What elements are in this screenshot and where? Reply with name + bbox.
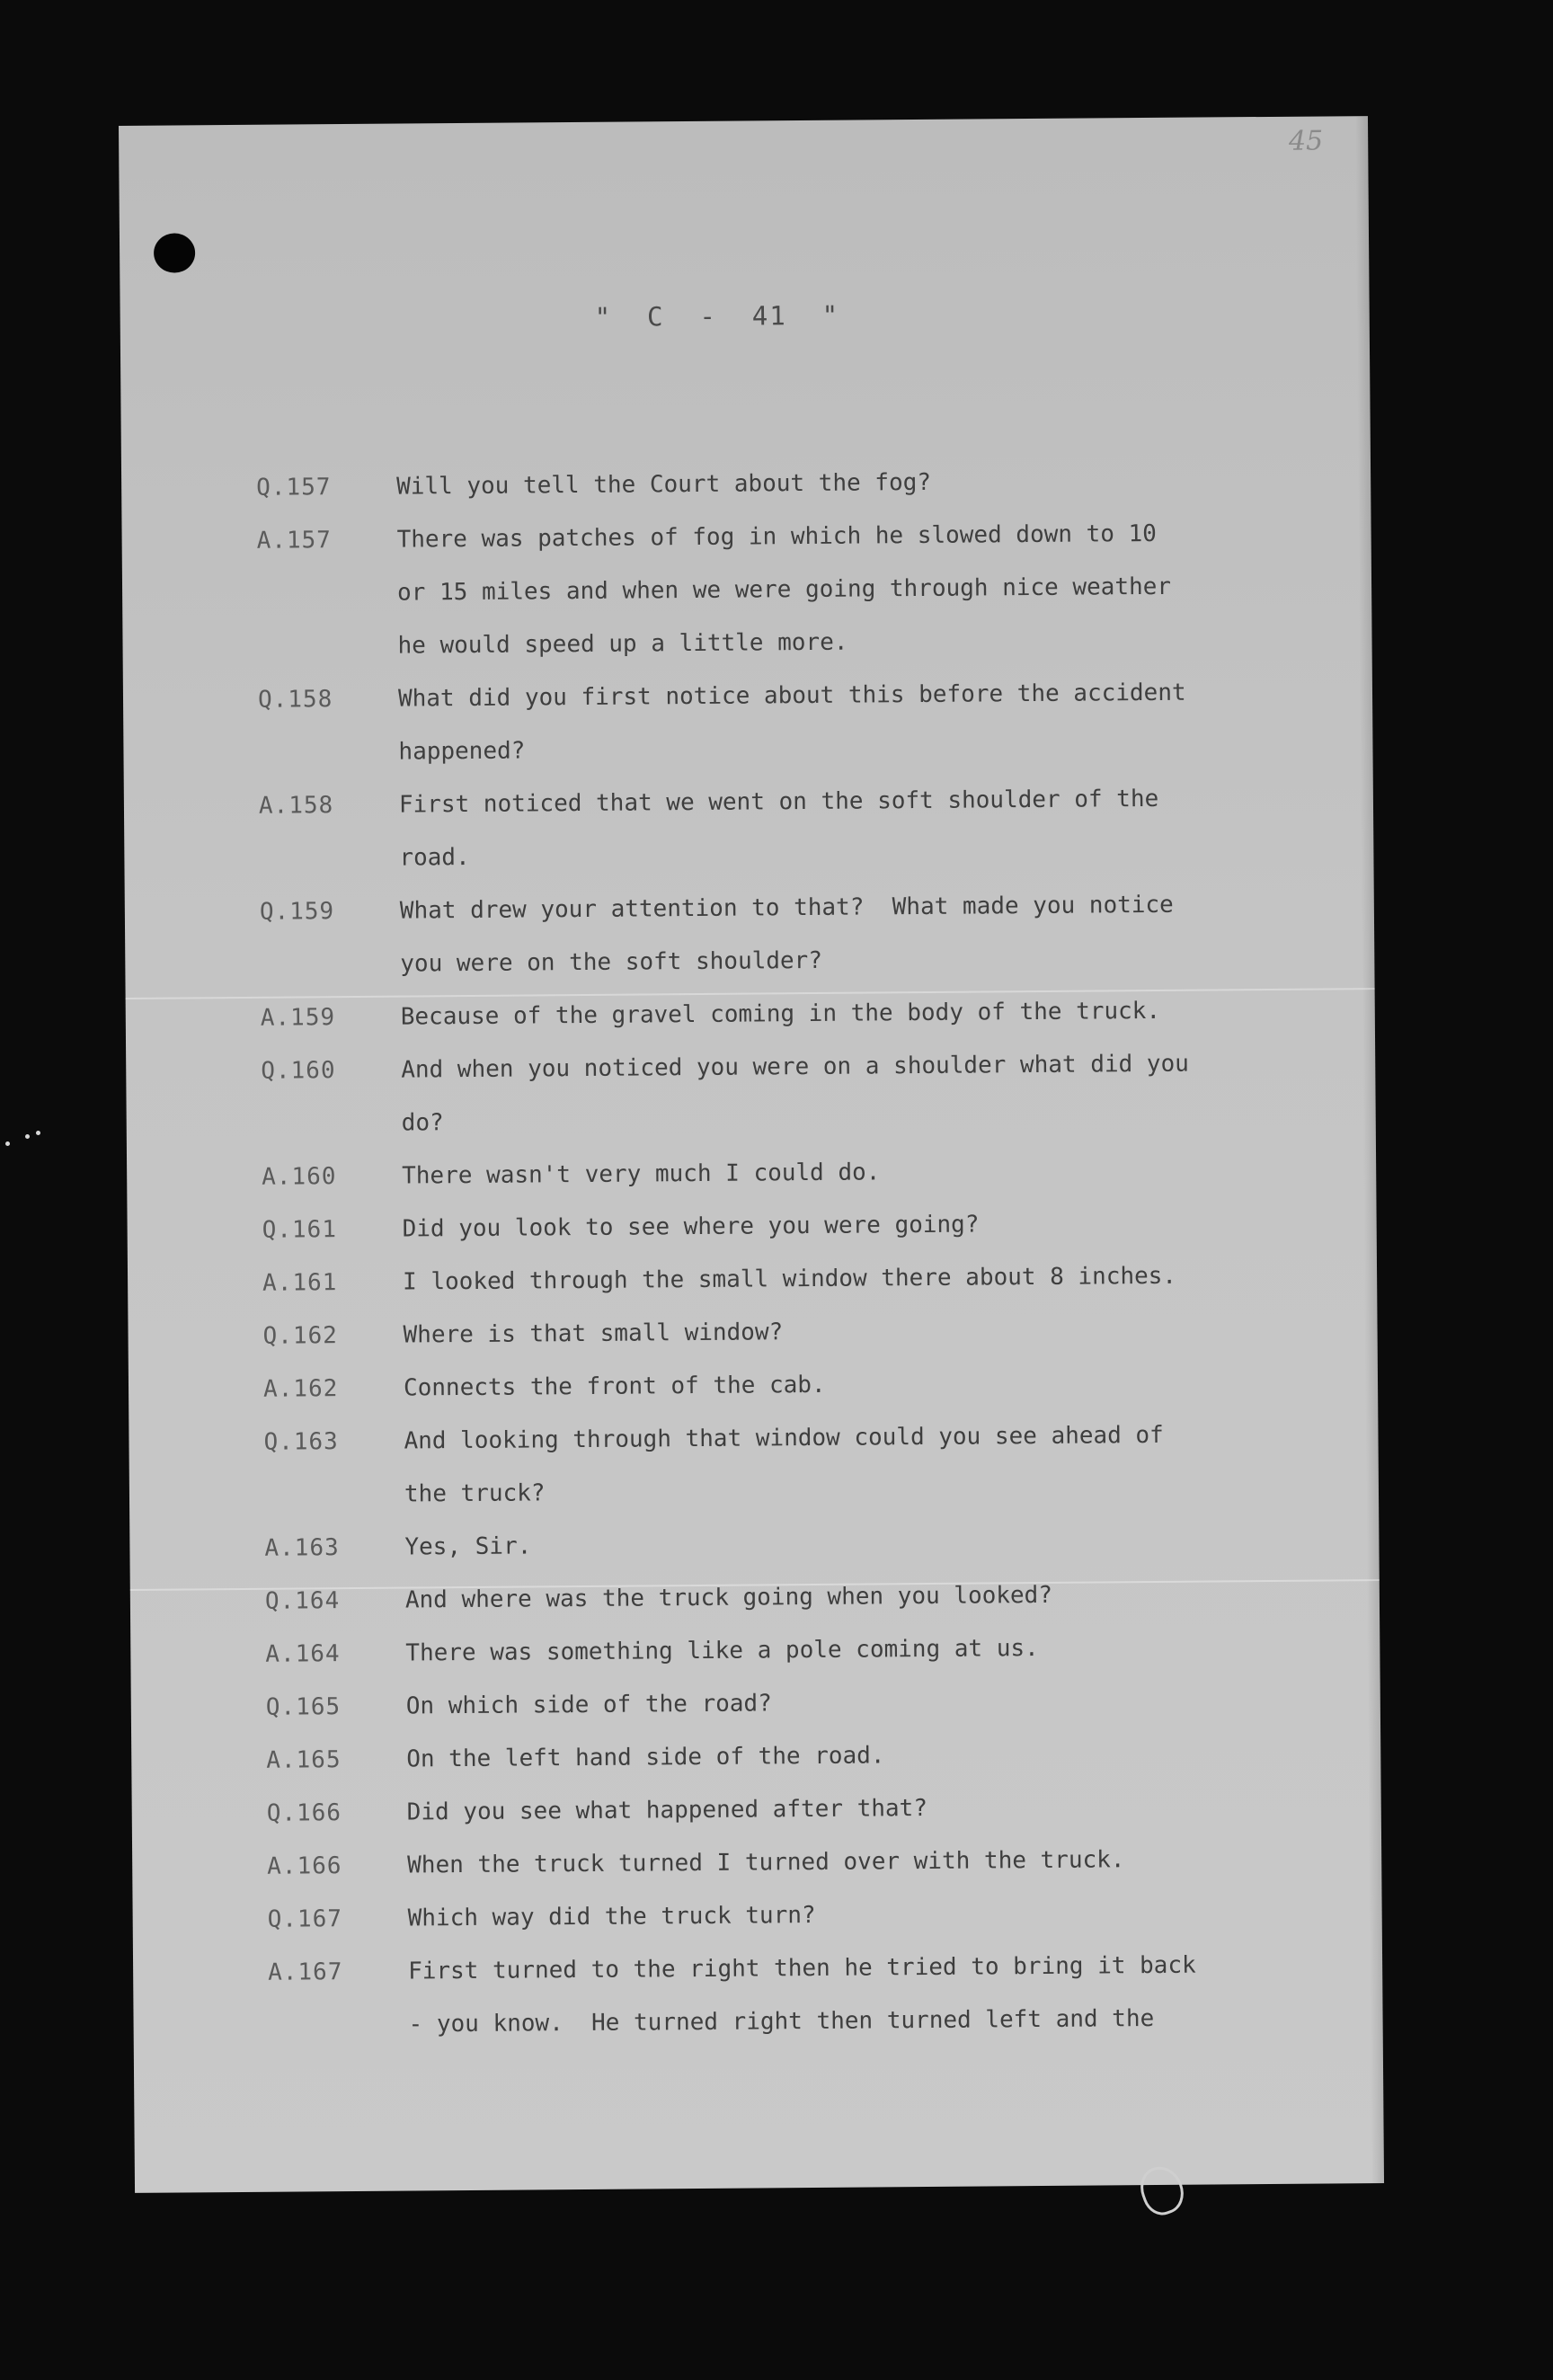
entry-label: A.158	[258, 792, 334, 820]
entry-line: do?	[401, 1109, 444, 1137]
entry-text	[401, 1036, 1340, 1150]
entry-line: you were on the soft shoulder?	[400, 946, 823, 978]
entry-label: A.165	[266, 1746, 342, 1774]
entry-label: Q.158	[257, 686, 333, 714]
transcript-body	[256, 453, 1347, 2052]
transcript-entry	[263, 1408, 1343, 1522]
transcript-entry	[266, 1726, 1344, 1787]
entry-line: Did you look to see where you were going?	[402, 1211, 980, 1243]
entry-label: Q.166	[266, 1799, 342, 1827]
entry-line: I looked through the small window there about 8 inches.	[402, 1262, 1177, 1296]
exhibit-header: " C - 41 "	[594, 299, 840, 333]
entry-text	[407, 1885, 1345, 1945]
entry-line: First noticed that we went on the soft shoulder of the	[398, 785, 1159, 819]
entry-line: What did you first notice about this before the accident	[397, 679, 1186, 713]
entry-line: Will you tell the Court about the fog?	[396, 468, 932, 501]
entry-label: A.157	[256, 527, 333, 555]
entry-label: A.162	[262, 1375, 339, 1403]
entry-text	[400, 877, 1339, 990]
entry-text	[405, 1567, 1344, 1627]
transcript-entry	[256, 506, 1336, 673]
entry-line: Because of the gravel coming in the body of the truck.	[400, 997, 1161, 1031]
entry-line: or 15 miles and when we were going through nice weather	[396, 573, 1172, 607]
entry-label: A.164	[265, 1640, 341, 1668]
transcript-entry	[262, 1142, 1340, 1203]
entry-label: Q.162	[262, 1322, 338, 1350]
entry-label: A.159	[260, 1004, 336, 1032]
transcript-entry	[263, 1354, 1342, 1416]
entry-text	[405, 1620, 1344, 1680]
transcript-entry	[264, 1514, 1343, 1575]
entry-text	[406, 1673, 1344, 1733]
entry-text	[403, 1248, 1341, 1309]
entry-text	[408, 1938, 1347, 2051]
entry-text	[406, 1726, 1344, 1786]
entry-line: On which side of the road?	[405, 1690, 772, 1720]
handwritten-page-number: 45	[1288, 125, 1324, 157]
entry-line: - you know. He turned right then turned left and the	[408, 2005, 1155, 2038]
document-sheet	[119, 116, 1384, 2193]
entry-label: Q.163	[263, 1428, 339, 1456]
entry-line: There wasn't very much I could do.	[402, 1159, 881, 1190]
entry-text	[404, 1408, 1343, 1521]
entry-text	[403, 1301, 1341, 1362]
entry-line: Where is that small window?	[403, 1319, 784, 1349]
entry-line: And where was the truck going when you looked?	[404, 1581, 1053, 1614]
entry-label: Q.165	[265, 1693, 342, 1721]
entry-label: Q.161	[262, 1216, 338, 1244]
entry-line: the truck?	[404, 1479, 546, 1508]
transcript-entry	[265, 1567, 1344, 1628]
transcript-entry	[260, 877, 1339, 991]
entry-line: Connects the front of the cab.	[403, 1371, 826, 1402]
transcript-entry	[262, 1248, 1341, 1310]
entry-line: Which way did the truck turn?	[407, 1901, 816, 1932]
entry-text	[407, 1779, 1345, 1839]
entry-text	[399, 771, 1338, 884]
entry-label: Q.167	[267, 1905, 343, 1933]
entry-line: Did you see what happened after that?	[406, 1794, 928, 1826]
transcript-entry	[268, 1938, 1347, 2052]
transcript-entry	[267, 1885, 1345, 1946]
transcript-entry	[267, 1832, 1345, 1893]
entry-text	[404, 1354, 1342, 1415]
entry-line: On the left hand side of the road.	[406, 1742, 885, 1773]
entry-line: Yes, Sir.	[404, 1532, 532, 1561]
entry-line: he would speed up a little more.	[397, 628, 848, 660]
transcript-entry	[258, 665, 1337, 779]
entry-text	[398, 665, 1337, 778]
transcript-entry	[261, 1036, 1340, 1150]
entry-line: First turned to the right then he tried to bring it back	[408, 1951, 1196, 1985]
transcript-entry	[265, 1620, 1344, 1681]
transcript-entry	[262, 1301, 1341, 1363]
entry-text	[402, 1195, 1340, 1256]
entry-line: There was patches of fog in which he slowed down to 10	[396, 520, 1157, 554]
entry-line: When the truck turned I turned over with the truck.	[407, 1846, 1125, 1879]
entry-label: Q.157	[256, 474, 332, 502]
entry-label: Q.159	[259, 898, 335, 926]
entry-label: Q.160	[261, 1057, 336, 1085]
entry-text	[396, 453, 1335, 513]
transcript-entry	[261, 983, 1339, 1044]
entry-line: happened?	[398, 737, 526, 766]
punch-hole	[154, 233, 195, 272]
entry-label: A.160	[262, 1163, 337, 1191]
entry-line: What drew your attention to that? What made you notice	[399, 891, 1174, 925]
scan-specks	[5, 1131, 49, 1149]
paper-shadow-edge	[1355, 116, 1384, 2183]
entry-line: And looking through that window could you see ahead of	[404, 1421, 1164, 1455]
entry-text	[401, 983, 1339, 1043]
transcript-entry	[259, 771, 1338, 885]
entry-text	[402, 1142, 1340, 1203]
entry-label: Q.164	[264, 1587, 341, 1615]
entry-text	[396, 506, 1336, 672]
entry-text	[404, 1514, 1343, 1574]
entry-line: road.	[399, 843, 470, 872]
entry-line: And when you noticed you were on a shoulder what did you	[401, 1050, 1189, 1084]
entry-text	[407, 1832, 1345, 1892]
transcript-entry	[262, 1195, 1340, 1257]
entry-label: A.167	[268, 1958, 343, 1986]
entry-label: A.166	[267, 1852, 342, 1880]
entry-label: A.161	[262, 1269, 338, 1297]
entry-line: There was something like a pole coming at us.	[405, 1635, 1039, 1667]
transcript-entry	[266, 1673, 1344, 1734]
transcript-entry	[256, 453, 1335, 514]
entry-label: A.163	[264, 1534, 340, 1562]
transcript-entry	[267, 1779, 1345, 1840]
